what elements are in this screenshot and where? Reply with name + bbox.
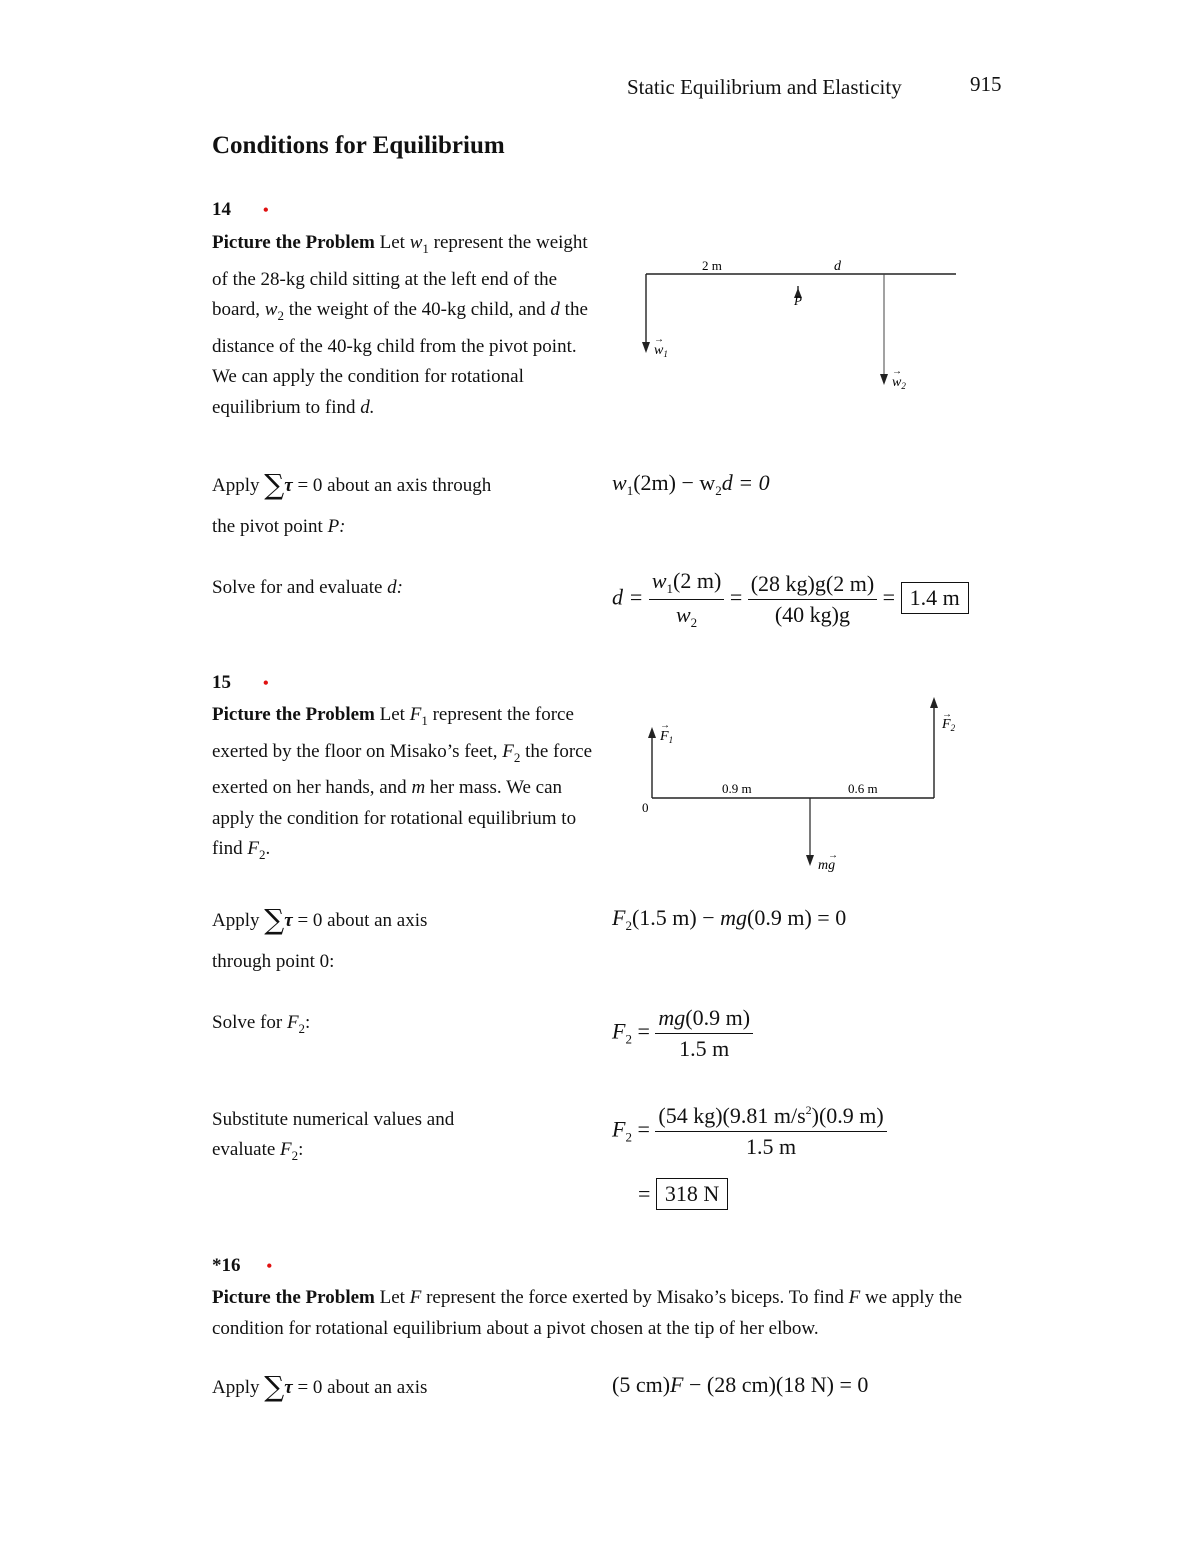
text: = — [882, 584, 896, 610]
text: the weight of the 40-kg child, and — [288, 299, 546, 320]
torque-symbol: τ — [284, 475, 293, 496]
sub: 1 — [422, 241, 429, 256]
sub: 2 — [277, 308, 284, 323]
problem-number: 15 — [212, 672, 231, 693]
text: Apply — [212, 475, 260, 496]
vec-mark: → — [892, 366, 902, 377]
text: = — [729, 584, 743, 610]
w1-label: $w_1$ — [654, 343, 668, 359]
F1-arrowhead — [648, 727, 656, 738]
fraction: $\frac{(54 kg)(9.81 m/s^2)(0.9 m)}{1.5 m}$ — [655, 1103, 886, 1160]
svg-text:→: → — [828, 850, 838, 861]
problem-14-text — [212, 228, 590, 423]
difficulty-dot: • — [263, 675, 269, 692]
picture-label: Picture the Problem — [212, 232, 375, 253]
picture-label: Picture the Problem — [212, 704, 375, 725]
page-number: 915 — [970, 72, 1002, 96]
p15-step2: Solve for $F_2$: — [212, 1012, 311, 1036]
svg-text:→: → — [942, 709, 952, 720]
text: about an axis through — [327, 475, 492, 496]
p14-eq2 — [612, 568, 969, 631]
problem-15-heading — [212, 672, 269, 694]
p15-step1-b: through point 0: — [212, 951, 335, 972]
p15-step3-a: Substitute numerical values and — [212, 1109, 455, 1130]
sum-symbol: ∑ — [264, 468, 285, 501]
text: the distance of the 40-kg child from the pivot point. We can apply the condition for rotational equilibrium to find — [212, 299, 588, 418]
p15-eq3: $F_2$ = $\frac{(54 kg)(9.81 m/s^2)(0.9 m)}{1.5 m}$ — [612, 1103, 887, 1160]
dist1-label: 0.9 m — [722, 781, 752, 796]
answer-box: 318 N — [656, 1178, 728, 1210]
chapter-title: Static Equilibrium and Elasticity — [627, 75, 902, 99]
p15-step3-b: evaluate $F_2$: — [212, 1139, 304, 1163]
p15-eq2: $F_2$ = $\frac{mg(0.9 m)}{1.5 m}$ — [612, 1005, 753, 1062]
var: w — [612, 470, 627, 495]
F2-arrowhead — [930, 697, 938, 708]
text: Solve for and evaluate — [212, 577, 383, 598]
torque-symbol: τ — [284, 910, 293, 931]
problem-number: 14 — [212, 199, 231, 220]
w2-label: $w_2$ — [892, 375, 906, 391]
difficulty-dot: • — [266, 1258, 273, 1275]
var-w1: w — [409, 232, 423, 253]
pushup-diagram — [630, 690, 980, 880]
F2-label: $F_2$ — [942, 717, 956, 733]
difficulty-dot: • — [263, 202, 269, 219]
sum-symbol: ∑ — [264, 903, 285, 936]
var-w2: w — [264, 299, 278, 320]
lever-diagram — [630, 250, 970, 400]
p14-eq1 — [612, 470, 770, 499]
problem-16-text: Picture the Problem Let F represent the force exerted by Misako’s biceps. To find F we apply the condition for rotational equilibrium about a pivot chosen at the tip of her elbow. — [212, 1287, 963, 1339]
mg-arrowhead — [806, 855, 814, 866]
sum-symbol: ∑ — [264, 1370, 285, 1403]
sub: 1 — [626, 483, 634, 498]
p15-eq1: $F_2(1.5$ m) − mg(0.9 m) = 0 — [612, 905, 847, 933]
problem-14-heading — [212, 199, 269, 221]
text: represent the weight of the 28-kg child sitting at the left end of the board, — [212, 232, 588, 320]
F1-label: $F_1$ — [660, 729, 674, 745]
torque-symbol: τ — [284, 1377, 293, 1398]
p14-step2 — [212, 573, 403, 604]
origin-label: 0 — [642, 800, 649, 815]
text: (2m) − w — [633, 470, 716, 495]
p15-answer: = 318 N — [638, 1178, 728, 1210]
var-d: d — [550, 299, 560, 320]
answer-box: 1.4 m — [901, 582, 969, 614]
p14-step1-b — [212, 512, 346, 543]
text: Let — [379, 232, 405, 253]
var-p: P: — [327, 516, 346, 537]
text: the pivot point — [212, 516, 323, 537]
fraction: $\frac{(28 kg)g(2 m)}{(40 kg)g}$ — [748, 571, 877, 628]
w1-arrowhead — [642, 342, 650, 353]
section-title: Conditions for Equilibrium — [212, 132, 505, 159]
picture-label: Picture the Problem — [212, 1287, 375, 1308]
svg-text:→: → — [660, 720, 670, 731]
dist2-label: 0.6 m — [848, 781, 878, 796]
text: d = — [612, 584, 644, 610]
pivot-label: P — [794, 293, 802, 308]
problem-number: *16 — [212, 1255, 241, 1276]
p16-step1: Apply ∑τ = 0 about an axis — [212, 1370, 428, 1403]
w2-arrowhead — [880, 374, 888, 385]
text: = 0 — [297, 475, 323, 496]
sub: 2 — [715, 483, 722, 498]
fraction: $\frac{mg(0.9 m)}{1.5 m}$ — [655, 1005, 753, 1062]
dist1-label: 2 m — [702, 258, 722, 273]
problem-16-heading — [212, 1255, 272, 1277]
dist2-label: d — [834, 259, 841, 274]
var-d: d. — [360, 396, 375, 418]
fraction: $\frac{w_1(2 m)}{w_2}$ — [649, 568, 724, 631]
p16-eq1: (5 cm)F − (28 cm)(18 N) = 0 — [612, 1372, 869, 1397]
running-header — [627, 75, 902, 100]
vec-mark: → — [654, 334, 664, 345]
text: d = 0 — [721, 470, 770, 495]
problem-15-text: Picture the Problem Let $F_1$ represent the force exerted by the floor on Misako’s feet, $F_2$ the force exerted on her hands, and m her mass. We can apply the condition for rotational equilibrium to find $F_2$. — [212, 704, 593, 862]
var-d: d: — [387, 577, 403, 598]
mg-label: mg — [818, 858, 836, 873]
p14-step1 — [212, 470, 572, 502]
p15-step1: Apply ∑τ = 0 about an axis — [212, 903, 428, 936]
